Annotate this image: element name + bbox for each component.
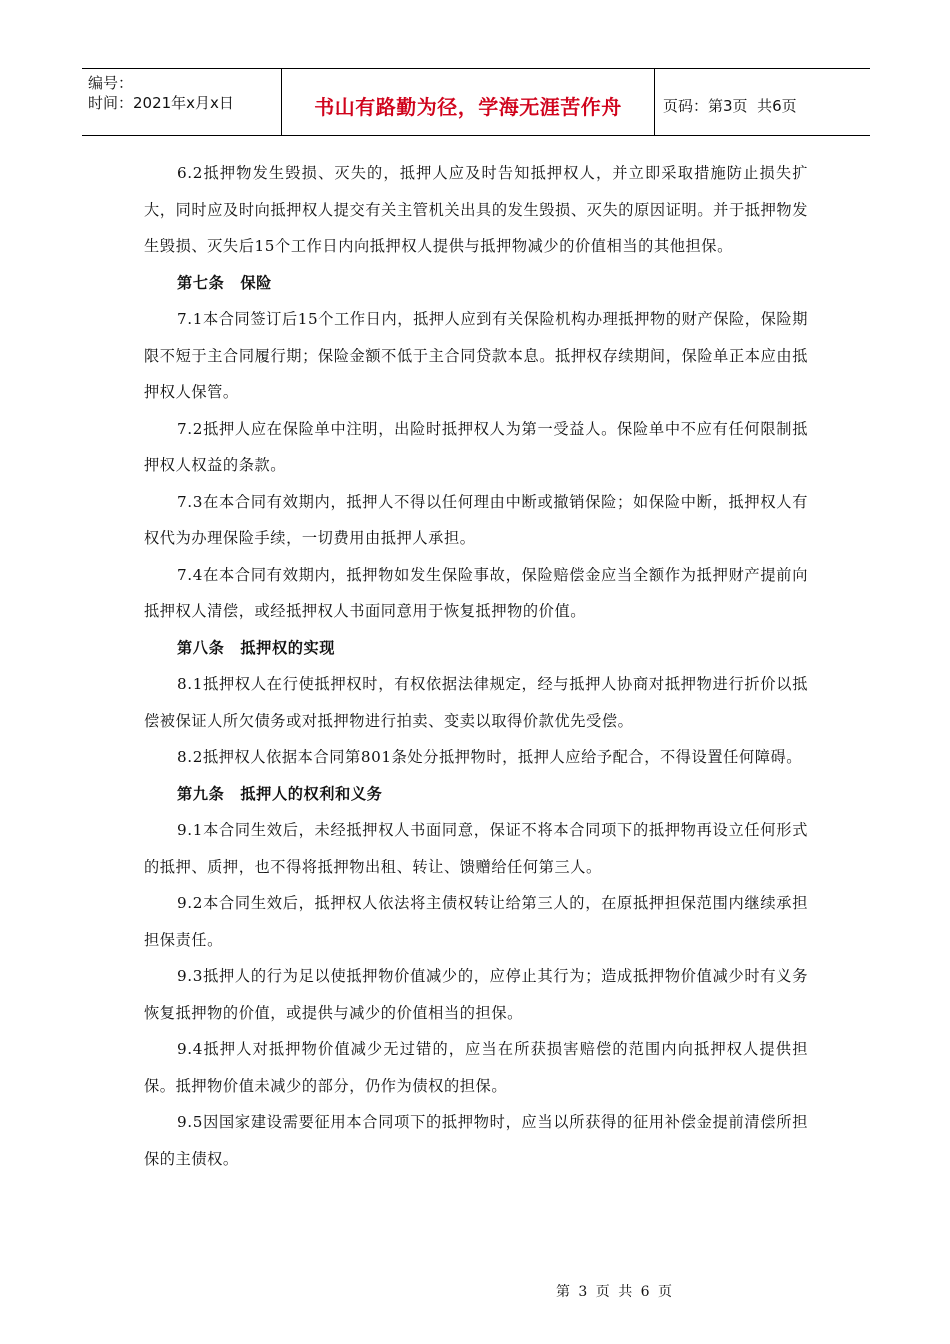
page-footer	[0, 1281, 950, 1301]
clause-6-2: 6.2抵押物发生毁损、灭失的，抵押人应及时告知抵押权人，并立即采取措施防止损失扩大，同时应及时向抵押权人提交有关主管机关出具的发生毁损、灭失的原因证明。并于抵押物发生毁损、灭失后15个工作日内向抵押权人提供与抵押物减少的价值相当的其他担保。	[144, 164, 808, 255]
clause-7-4: 7.4在本合同有效期内，抵押物如发生保险事故，保险赔偿金应当全额作为抵押财产提前向抵押权人清偿，或经抵押权人书面同意用于恢复抵押物的价值。	[144, 565, 808, 620]
article-9-heading	[144, 776, 808, 813]
clause-9-5: 9.5因国家建设需要征用本合同项下的抵押物时，应当以所获得的征用补偿金提前清偿所担保的主债权。	[144, 1113, 808, 1168]
serial-label: 编号：	[88, 74, 134, 92]
header-meta	[82, 69, 282, 135]
article-8-title: 抵押权的实现	[240, 638, 336, 657]
clause-7-1: 7.1本合同签订后15个工作日内，抵押人应到有关保险机构办理抵押物的财产保险，保险期限不短于主合同履行期；保险金额不低于主合同贷款本息。抵押权存续期间，保险单正本应由抵押权人保管。	[144, 310, 808, 401]
document-header	[82, 68, 870, 136]
article-7-heading	[144, 265, 808, 302]
footer-page-number: 第 3 页 共 6 页	[555, 1284, 675, 1300]
article-8-number: 第八条	[177, 638, 225, 657]
clause-8-1: 8.1抵押权人在行使抵押权时，有权依据法律规定，经与抵押人协商对抵押物进行折价以抵偿被保证人所欠债务或对抵押物进行拍卖、变卖以取得价款优先受偿。	[144, 675, 808, 730]
date-label: 时间：2021年x月x日	[88, 94, 234, 112]
clause-7-2: 7.2抵押人应在保险单中注明，出险时抵押权人为第一受益人。保险单中不应有任何限制抵押权人权益的条款。	[144, 419, 808, 474]
article-9-number: 第九条	[177, 784, 225, 803]
document-body	[144, 155, 808, 1177]
clause-7-3: 7.3在本合同有效期内，抵押人不得以任何理由中断或撤销保险；如保险中断，抵押权人有权代为办理保险手续，一切费用由抵押人承担。	[144, 492, 808, 547]
article-7-title: 保险	[240, 273, 272, 292]
header-page-cell	[655, 69, 870, 135]
clause-8-2: 8.2抵押权人依据本合同第801条处分抵押物时，抵押人应给予配合，不得设置任何障碍。	[177, 748, 803, 766]
article-8-heading	[144, 630, 808, 667]
motto-text: 书山有路勤为径，学海无涯苦作舟	[314, 94, 622, 119]
clause-9-4: 9.4抵押人对抵押物价值减少无过错的，应当在所获损害赔偿的范围内向抵押权人提供担保。抵押物价值未减少的部分，仍作为债权的担保。	[144, 1040, 808, 1095]
clause-9-1: 9.1本合同生效后，未经抵押权人书面同意，保证不将本合同项下的抵押物再设立任何形式的抵押、质押，也不得将抵押物出租、转让、馈赠给任何第三人。	[144, 821, 808, 876]
header-page-label: 页码：第3页 共6页	[663, 96, 797, 115]
article-9-title: 抵押人的权利和义务	[240, 784, 383, 803]
header-motto-cell	[282, 69, 655, 135]
clause-9-2: 9.2本合同生效后，抵押权人依法将主债权转让给第三人的，在原抵押担保范围内继续承担担保责任。	[144, 894, 808, 949]
clause-9-3: 9.3抵押人的行为足以使抵押物价值减少的，应停止其行为；造成抵押物价值减少时有义务恢复抵押物的价值，或提供与减少的价值相当的担保。	[144, 967, 808, 1022]
article-7-number: 第七条	[177, 273, 225, 292]
